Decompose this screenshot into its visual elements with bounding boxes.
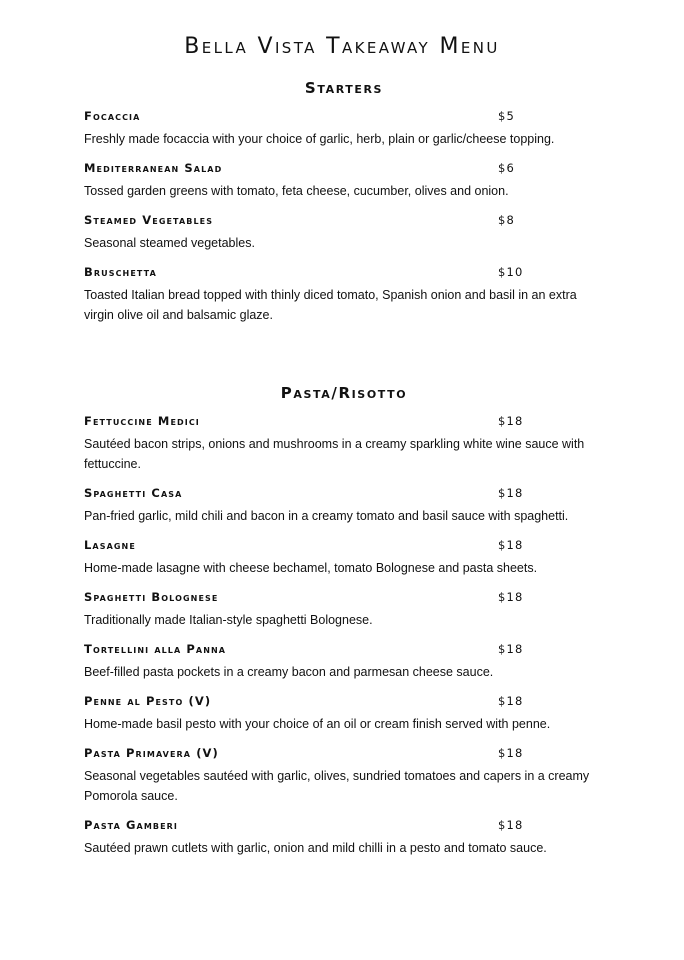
menu-item-tortellini-alla-panna	[84, 640, 604, 682]
item-price: $18	[498, 486, 524, 500]
section-pasta-risotto	[84, 383, 604, 868]
item-row	[84, 816, 604, 834]
menu-item-spaghetti-casa	[84, 484, 604, 526]
section-heading: Starters	[304, 79, 384, 97]
item-row	[84, 211, 604, 229]
item-row	[84, 484, 604, 502]
item-price: $18	[498, 590, 524, 604]
item-row	[84, 412, 604, 430]
item-price: $18	[498, 414, 524, 428]
item-name: Mediterranean Salad	[84, 161, 223, 175]
menu-item-mediterranean-salad	[84, 159, 604, 201]
item-row	[84, 588, 604, 606]
item-name: Tortellini alla Panna	[84, 642, 227, 656]
item-name: Spaghetti Bolognese	[84, 590, 219, 604]
item-name: Lasagne	[84, 538, 136, 552]
item-description: Toasted Italian bread topped with thinly diced tomato, Spanish onion and basil in an extra virgin olive oil and balsamic glaze.	[84, 288, 577, 322]
item-name: Penne al Pesto (V)	[84, 694, 212, 708]
item-price: $18	[498, 818, 524, 832]
item-price: $18	[498, 642, 524, 656]
item-price: $6	[498, 161, 516, 175]
menu-item-fettuccine-medici	[84, 412, 604, 474]
item-price: $18	[498, 746, 524, 760]
item-description: Freshly made focaccia with your choice of garlic, herb, plain or garlic/cheese topping.	[84, 132, 555, 146]
menu-item-penne-al-pesto	[84, 692, 604, 734]
item-price: $10	[498, 265, 524, 279]
item-name: Spaghetti Casa	[84, 486, 183, 500]
item-description: Home-made lasagne with cheese bechamel, tomato Bolognese and pasta sheets.	[84, 561, 538, 575]
menu-item-pasta-gamberi	[84, 816, 604, 858]
menu-item-focaccia	[84, 107, 604, 149]
item-price: $5	[498, 109, 516, 123]
item-price: $8	[498, 213, 516, 227]
item-description: Sautéed prawn cutlets with garlic, onion and mild chilli in a pesto and tomato sauce.	[84, 841, 547, 855]
item-name: Pasta Gamberi	[84, 818, 179, 832]
section-heading: Pasta/Risotto	[280, 384, 408, 402]
menu-item-bruschetta	[84, 263, 604, 325]
item-description: Seasonal steamed vegetables.	[84, 236, 255, 250]
item-description: Home-made basil pesto with your choice of an oil or cream finish served with penne.	[84, 717, 551, 731]
item-name: Focaccia	[84, 109, 141, 123]
item-name: Fettuccine Medici	[84, 414, 200, 428]
section-starters	[84, 78, 604, 335]
item-description: Traditionally made Italian-style spaghetti Bolognese.	[84, 613, 373, 627]
item-row	[84, 159, 604, 177]
menu-item-spaghetti-bolognese	[84, 588, 604, 630]
item-row	[84, 744, 604, 762]
item-description: Seasonal vegetables sautéed with garlic, olives, sundried tomatoes and capers in a creamy Pomorola sauce.	[84, 769, 590, 803]
menu-item-pasta-primavera	[84, 744, 604, 806]
item-price: $18	[498, 538, 524, 552]
item-row	[84, 107, 604, 125]
item-description: Beef-filled pasta pockets in a creamy bacon and parmesan cheese sauce.	[84, 665, 494, 679]
item-name: Steamed Vegetables	[84, 213, 214, 227]
item-description: Tossed garden greens with tomato, feta cheese, cucumber, olives and onion.	[84, 184, 509, 198]
item-price: $18	[498, 694, 524, 708]
item-name: Pasta Primavera (V)	[84, 746, 219, 760]
menu-item-lasagne	[84, 536, 604, 578]
item-row	[84, 692, 604, 710]
item-row	[84, 640, 604, 658]
item-description: Sautéed bacon strips, onions and mushrooms in a creamy sparkling white wine sauce with fettuccine.	[84, 437, 585, 471]
item-description: Pan-fried garlic, mild chili and bacon in a creamy tomato and basil sauce with spaghetti.	[84, 509, 569, 523]
item-row	[84, 536, 604, 554]
menu-item-steamed-vegetables	[84, 211, 604, 253]
item-row	[84, 263, 604, 281]
menu-title: Bella Vista Takeaway Menu	[184, 34, 500, 59]
item-name: Bruschetta	[84, 265, 157, 279]
